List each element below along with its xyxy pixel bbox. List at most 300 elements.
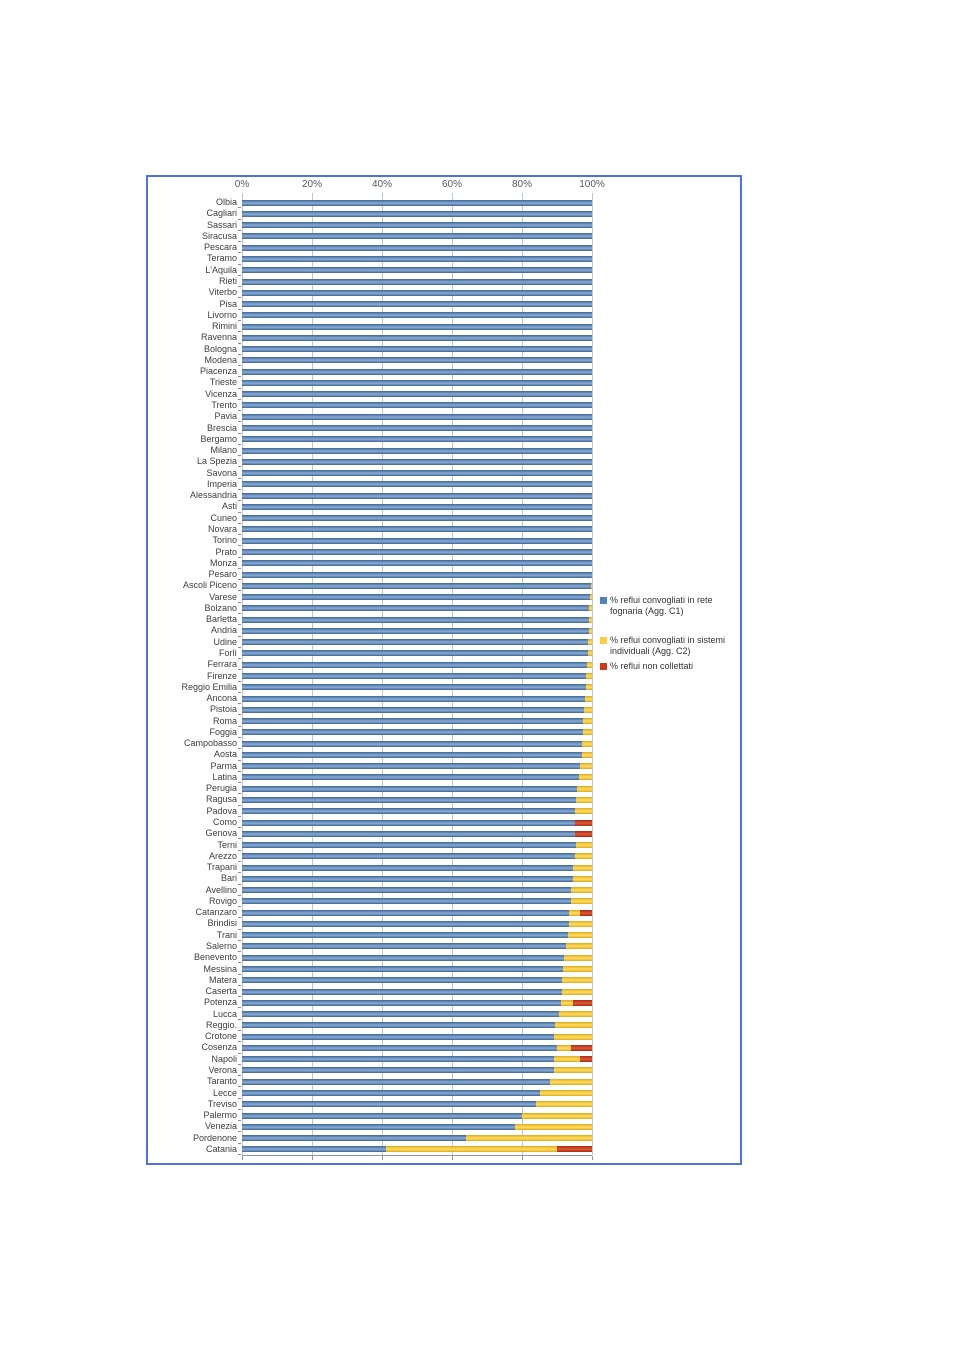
category-tick — [238, 466, 241, 467]
bar-row — [242, 1054, 592, 1065]
category-label: Milano — [210, 445, 237, 456]
bar-row — [242, 422, 592, 433]
bar-row — [242, 828, 592, 839]
bar-row — [242, 287, 592, 298]
bar-segment — [242, 233, 592, 239]
category-label: Forlì — [219, 647, 237, 658]
bar-segment — [573, 1000, 592, 1006]
bar-segment — [586, 684, 592, 690]
category-tick — [238, 309, 241, 310]
bar-row — [242, 321, 592, 332]
bar-stack — [242, 256, 592, 262]
bar-segment — [582, 741, 593, 747]
bar-segment — [242, 989, 562, 995]
bar-stack — [242, 1000, 592, 1006]
category-label: Monza — [209, 557, 237, 568]
bar-stack — [242, 279, 592, 285]
category-label: Brescia — [206, 422, 237, 433]
blue-square-icon — [600, 597, 607, 604]
bar-segment — [242, 831, 575, 837]
x-axis-tick-label: 100% — [579, 179, 605, 190]
bar-row — [242, 535, 592, 546]
category-label: Campobasso — [183, 738, 237, 749]
category-label: Torino — [212, 535, 237, 546]
category-tick — [238, 681, 241, 682]
bar-segment — [568, 932, 593, 938]
bar-row — [242, 1042, 592, 1053]
category-tick — [238, 297, 241, 298]
category-label: Pavia — [214, 411, 237, 422]
bar-segment — [242, 718, 583, 724]
bar-segment — [242, 741, 582, 747]
bar-segment — [586, 673, 592, 679]
bar-segment — [555, 1022, 592, 1028]
bar-segment — [242, 1135, 466, 1141]
bar-segment — [242, 820, 575, 826]
legend-label: % reflui convogliati in rete fognaria (Agg. C1) — [610, 595, 713, 616]
bar-segment — [562, 977, 592, 983]
bar-row — [242, 1121, 592, 1132]
category-label: L'Aquila — [205, 264, 237, 275]
category-label: Olbia — [215, 197, 237, 208]
bar-stack — [242, 402, 592, 408]
category-label: Como — [212, 817, 237, 828]
category-axis — [148, 197, 237, 1155]
bar-row — [242, 997, 592, 1008]
category-label: Pescara — [203, 242, 237, 253]
category-label: Piacenza — [199, 366, 237, 377]
bar-stack — [242, 842, 592, 848]
bar-segment — [242, 853, 575, 859]
bar-row — [242, 569, 592, 580]
bar-segment — [242, 538, 592, 544]
category-tick — [238, 962, 241, 963]
category-label: Modena — [204, 354, 237, 365]
category-label: Matera — [208, 974, 237, 985]
bar-segment — [242, 932, 568, 938]
bar-segment — [242, 696, 585, 702]
category-label: La Spezia — [196, 456, 237, 467]
category-tick — [238, 636, 241, 637]
category-tick — [238, 534, 241, 535]
bar-segment — [242, 549, 592, 555]
bar-row — [242, 231, 592, 242]
chart-frame — [146, 175, 742, 1165]
bar-segment — [242, 977, 562, 983]
bar-stack — [242, 808, 592, 814]
bar-stack — [242, 865, 592, 871]
bar-segment — [550, 1079, 592, 1085]
bar-stack — [242, 1124, 592, 1130]
bar-row — [242, 1110, 592, 1121]
bar-row — [242, 637, 592, 648]
bar-segment — [242, 1113, 522, 1119]
bar-stack — [242, 290, 592, 296]
category-label: Lecce — [212, 1087, 237, 1098]
category-tick — [238, 974, 241, 975]
bar-stack — [242, 684, 592, 690]
category-tick — [238, 1075, 241, 1076]
bar-stack — [242, 1056, 592, 1062]
category-tick — [238, 1019, 241, 1020]
category-tick — [238, 1098, 241, 1099]
bar-stack — [242, 943, 592, 949]
category-tick — [238, 1041, 241, 1042]
category-tick — [238, 872, 241, 873]
legend-label: % reflui non collettati — [610, 661, 694, 671]
category-tick — [238, 861, 241, 862]
bar-segment — [242, 504, 592, 510]
bar-segment — [242, 279, 592, 285]
category-tick — [238, 557, 241, 558]
bar-stack — [242, 898, 592, 904]
category-label: Palermo — [203, 1110, 237, 1121]
category-label: Pordenone — [192, 1132, 237, 1143]
category-tick — [238, 838, 241, 839]
bar-row — [242, 873, 592, 884]
bar-segment — [554, 1067, 593, 1073]
legend-label: % reflui convogliati in sistemi individuali (Agg. C2) — [610, 635, 726, 656]
category-tick — [238, 545, 241, 546]
bar-row — [242, 344, 592, 355]
bar-segment — [242, 481, 592, 487]
category-label: Vicenza — [205, 388, 237, 399]
category-tick — [238, 399, 241, 400]
bar-segment — [576, 797, 592, 803]
category-label: Novara — [207, 523, 237, 534]
bar-segment — [242, 797, 576, 803]
bar-stack — [242, 493, 592, 499]
category-tick — [238, 613, 241, 614]
category-tick — [238, 624, 241, 625]
bar-segment — [580, 910, 592, 916]
bar-stack — [242, 267, 592, 273]
category-label: Genova — [205, 828, 237, 839]
category-label: Roma — [212, 715, 237, 726]
bar-segment — [242, 245, 592, 251]
category-tick — [238, 805, 241, 806]
bar-row — [242, 952, 592, 963]
bar-segment — [242, 684, 586, 690]
bar-segment — [242, 1022, 555, 1028]
bar-segment — [540, 1090, 593, 1096]
bar-segment — [589, 605, 593, 611]
bar-stack — [242, 853, 592, 859]
category-label: Pistoia — [209, 704, 237, 715]
category-label: Cuneo — [210, 512, 237, 523]
category-tick — [238, 455, 241, 456]
bar-segment — [242, 267, 592, 273]
category-label: Ravenna — [200, 332, 237, 343]
bar-row — [242, 377, 592, 388]
bar-row — [242, 1099, 592, 1110]
bar-stack — [242, 1101, 592, 1107]
bar-segment — [573, 865, 592, 871]
bar-segment — [571, 1045, 592, 1051]
bar-row — [242, 208, 592, 219]
category-label: Brindisi — [207, 918, 237, 929]
bar-row — [242, 298, 592, 309]
category-tick — [238, 737, 241, 738]
bar-stack — [242, 741, 592, 747]
bar-row — [242, 479, 592, 490]
bar-segment — [242, 943, 566, 949]
bar-segment — [242, 594, 590, 600]
category-label: Treviso — [207, 1098, 237, 1109]
x-axis-tick-label: 80% — [511, 179, 533, 190]
category-label: Ferrara — [207, 659, 237, 670]
bar-stack — [242, 921, 592, 927]
bar-row — [242, 310, 592, 321]
category-label: Avellino — [205, 884, 237, 895]
bar-segment — [242, 921, 569, 927]
bar-segment — [242, 346, 592, 352]
category-label: Viterbo — [208, 287, 237, 298]
category-label: Savona — [206, 467, 237, 478]
category-tick — [238, 568, 241, 569]
bar-stack — [242, 605, 592, 611]
bar-segment — [242, 560, 592, 566]
bar-row — [242, 930, 592, 941]
bar-segment — [242, 707, 584, 713]
bar-segment — [242, 1090, 540, 1096]
bar-stack — [242, 752, 592, 758]
bar-stack — [242, 222, 592, 228]
category-label: Catania — [205, 1143, 237, 1154]
category-label: Alessandria — [189, 490, 237, 501]
bar-row — [242, 355, 592, 366]
bar-row — [242, 839, 592, 850]
bar-segment — [559, 1011, 592, 1017]
axis-tick — [382, 1156, 383, 1160]
bar-stack — [242, 707, 592, 713]
bar-stack — [242, 774, 592, 780]
bar-row — [242, 276, 592, 287]
bar-row — [242, 715, 592, 726]
category-tick — [238, 331, 241, 332]
bar-segment — [242, 639, 588, 645]
bar-stack — [242, 233, 592, 239]
category-label: Siracusa — [201, 230, 237, 241]
bar-stack — [242, 312, 592, 318]
x-axis-tick-label: 40% — [371, 179, 393, 190]
bar-segment — [242, 774, 579, 780]
category-tick — [238, 478, 241, 479]
bar-segment — [242, 876, 573, 882]
bar-segment — [242, 752, 582, 758]
category-tick — [238, 816, 241, 817]
category-tick — [238, 421, 241, 422]
bar-segment — [536, 1101, 592, 1107]
axis-tick — [522, 1156, 523, 1160]
bar-row — [242, 1008, 592, 1019]
bar-stack — [242, 763, 592, 769]
category-label: Reggio Emilia — [181, 681, 237, 692]
bar-row — [242, 862, 592, 873]
bar-segment — [584, 707, 592, 713]
bar-segment — [242, 583, 591, 589]
category-tick — [238, 895, 241, 896]
legend — [600, 595, 742, 672]
bar-segment — [242, 1146, 386, 1152]
bar-row — [242, 896, 592, 907]
category-tick — [238, 275, 241, 276]
plot-area — [242, 197, 592, 1156]
bar-stack — [242, 335, 592, 341]
bar-segment — [242, 301, 592, 307]
bar-segment — [242, 887, 571, 893]
category-label: Ancona — [206, 693, 237, 704]
category-label: Bari — [220, 873, 237, 884]
category-tick — [238, 906, 241, 907]
bar-segment — [242, 1067, 554, 1073]
category-tick — [238, 850, 241, 851]
bar-stack — [242, 425, 592, 431]
category-label: Perugia — [205, 783, 237, 794]
bar-row — [242, 580, 592, 591]
category-label: Bolzano — [204, 602, 237, 613]
bar-stack — [242, 1067, 592, 1073]
bar-segment — [242, 459, 592, 465]
axis-tick — [312, 1156, 313, 1160]
bar-segment — [242, 290, 592, 296]
category-tick — [238, 252, 241, 253]
category-label: Foggia — [209, 726, 237, 737]
bar-segment — [242, 1056, 554, 1062]
bar-row — [242, 603, 592, 614]
category-tick — [238, 1120, 241, 1121]
bar-segment — [242, 391, 592, 397]
category-label: Cagliari — [206, 208, 237, 219]
legend-item — [600, 661, 742, 672]
bar-segment — [588, 650, 592, 656]
bar-stack — [242, 876, 592, 882]
bar-segment — [575, 820, 593, 826]
category-tick — [238, 489, 241, 490]
axis-tick — [592, 1156, 593, 1160]
bar-segment — [242, 673, 586, 679]
bar-stack — [242, 369, 592, 375]
bar-row — [242, 220, 592, 231]
bar-row — [242, 885, 592, 896]
bar-segment — [573, 876, 592, 882]
bar-segment — [569, 910, 580, 916]
category-label: Prato — [215, 546, 237, 557]
bar-segment — [242, 763, 580, 769]
bar-segment — [242, 493, 592, 499]
bar-row — [242, 761, 592, 772]
category-label: Padova — [206, 805, 237, 816]
bar-row — [242, 794, 592, 805]
bar-row — [242, 1132, 592, 1143]
category-label: Barletta — [205, 614, 237, 625]
bar-segment — [242, 898, 571, 904]
bar-stack — [242, 729, 592, 735]
bar-segment — [575, 808, 593, 814]
bar-stack — [242, 346, 592, 352]
bar-stack — [242, 380, 592, 386]
bar-segment — [242, 650, 588, 656]
bar-row — [242, 693, 592, 704]
bar-segment — [242, 786, 577, 792]
bar-stack — [242, 583, 592, 589]
bar-row — [242, 1144, 592, 1155]
bar-stack — [242, 560, 592, 566]
bar-stack — [242, 820, 592, 826]
bar-stack — [242, 549, 592, 555]
bar-stack — [242, 414, 592, 420]
category-label: Cosenza — [201, 1042, 237, 1053]
bar-segment — [242, 865, 573, 871]
bar-stack — [242, 357, 592, 363]
bar-row — [242, 682, 592, 693]
bar-stack — [242, 1090, 592, 1096]
category-tick — [238, 1143, 241, 1144]
bar-stack — [242, 1146, 592, 1152]
category-label: Salerno — [205, 940, 237, 951]
category-label: Catanzaro — [195, 907, 237, 918]
category-label: Venezia — [204, 1121, 237, 1132]
gridline — [592, 193, 593, 1155]
category-label: Pisa — [219, 298, 237, 309]
category-tick — [238, 658, 241, 659]
bar-row — [242, 1087, 592, 1098]
bar-segment — [242, 256, 592, 262]
category-tick — [238, 343, 241, 344]
bar-row — [242, 524, 592, 535]
bar-row — [242, 1020, 592, 1031]
bar-row — [242, 558, 592, 569]
bar-row — [242, 400, 592, 411]
bar-stack — [242, 538, 592, 544]
bar-row — [242, 1076, 592, 1087]
bar-stack — [242, 718, 592, 724]
legend-item — [600, 635, 742, 657]
bar-row — [242, 727, 592, 738]
bar-row — [242, 501, 592, 512]
category-tick — [238, 365, 241, 366]
bar-segment — [242, 335, 592, 341]
category-tick — [238, 726, 241, 727]
bar-stack — [242, 966, 592, 972]
bar-row — [242, 659, 592, 670]
bar-row — [242, 851, 592, 862]
bar-segment — [242, 357, 592, 363]
category-label: Sassari — [206, 219, 237, 230]
category-label: Trieste — [209, 377, 237, 388]
bar-stack — [242, 324, 592, 330]
x-axis-tick-label: 60% — [441, 179, 463, 190]
category-tick — [238, 714, 241, 715]
category-tick — [238, 1007, 241, 1008]
bar-row — [242, 1031, 592, 1042]
category-label: Latina — [212, 771, 237, 782]
category-label: Lucca — [212, 1008, 237, 1019]
bar-row — [242, 389, 592, 400]
category-label: Trento — [211, 400, 237, 410]
bar-segment — [242, 1034, 554, 1040]
axis-tick — [242, 1156, 243, 1160]
bar-segment — [585, 696, 592, 702]
bar-segment — [242, 1045, 557, 1051]
bar-row — [242, 817, 592, 828]
bar-row — [242, 918, 592, 929]
bar-segment — [588, 639, 592, 645]
bar-row — [242, 513, 592, 524]
red-square-icon — [600, 663, 607, 670]
bar-row — [242, 648, 592, 659]
category-tick — [238, 1086, 241, 1087]
